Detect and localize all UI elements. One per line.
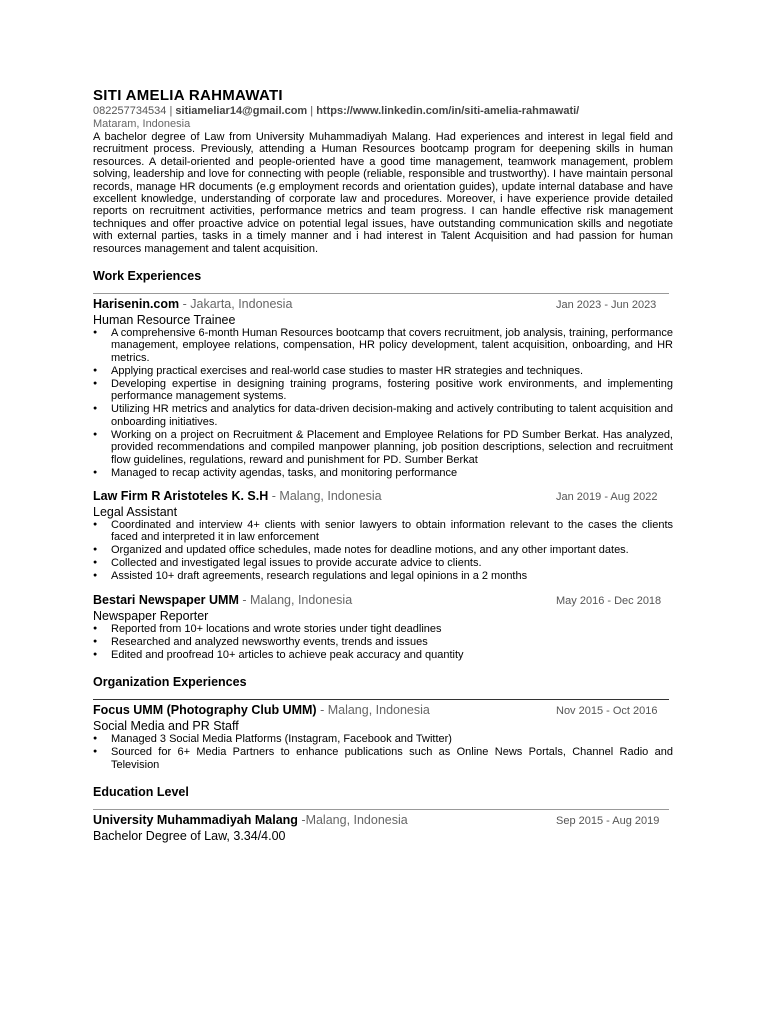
section-title-work: Work Experiences — [93, 269, 202, 284]
entry-header — [93, 703, 673, 719]
list-item: ● Sourced for 6+ Media Partners to enhance publications such as Online News Portals, Channel Radio and Television — [93, 746, 673, 771]
date-range: May 2016 - Dec 2018 — [556, 594, 662, 607]
list-item: ● Managed 3 Social Media Platforms (Instagram, Facebook and Twitter) — [93, 733, 673, 745]
section-divider — [93, 293, 669, 294]
section-divider — [93, 699, 669, 700]
date-range: Sep 2015 - Aug 2019 — [556, 814, 660, 827]
job-role: Newspaper Reporter — [93, 608, 209, 623]
resume-page — [93, 87, 673, 843]
phone-number: 082257734534 — [93, 105, 167, 117]
job-role: Human Resource Trainee — [93, 313, 236, 328]
list-item: ● Organized and updated office schedules, made notes for deadline motions, and any other important dates. — [93, 544, 673, 556]
entry-header — [93, 489, 673, 505]
organization-name: University Muhammadiyah Malang — [93, 812, 298, 827]
organization-name: Bestari Newspaper UMM — [93, 592, 239, 607]
list-item: ● Developing expertise in designing training programs, fostering positive work environments, and implementing performance management systems. — [93, 378, 673, 403]
candidate-name: SITI AMELIA RAHMAWATI — [93, 87, 283, 104]
home-location: Mataram, Indonesia — [93, 118, 191, 130]
job-role: Bachelor Degree of Law, 3.34/4.00 — [93, 828, 286, 843]
entry-title — [93, 593, 352, 608]
entry-title — [93, 489, 382, 504]
experience-entry — [93, 593, 673, 661]
organization-name: Law Firm R Aristoteles K. S.H — [93, 488, 269, 503]
organization-location: -Malang, Indonesia — [301, 812, 408, 827]
organization-location: - Malang, Indonesia — [242, 592, 353, 607]
entry-title — [93, 813, 408, 828]
profile-summary: A bachelor degree of Law from University Muhammadiyah Malang. Had experiences and interest in legal field and recruitment process. Previously, attending a Human Resources bootcamp program for deepening skills in human resources. A detail-oriented and people-oriented have a good time management, teamwork management, problem solving, leadership and love for connecting with people (reliable, responsible and trustworthy). I have maintain personal records, manage HR documents (e.g employment records and orientation guides), update internal database and have excellent knowledge, understanding of corporate law and procedures. Moreover, i have experience provide detailed reports on recruitment activities, performance metrics and team progress. I can handle effective risk management techniques and offer proactive advice on potential legal issues, have outstanding communication skills and negotiate with external parties, tasks in a timely manner and i had interest in Talent Acquisition and had passion for human resources management and talent acquisition. — [93, 131, 673, 255]
entry-title — [93, 297, 292, 312]
education-entries — [93, 813, 673, 843]
responsibility-list — [93, 519, 673, 583]
list-item: ● Utilizing HR metrics and analytics for data-driven decision-making and actively contributing to talent acquisition and onboarding initiatives. — [93, 403, 673, 428]
experience-entry — [93, 703, 673, 771]
list-item: ● Managed to recap activity agendas, tasks, and monitoring performance — [93, 467, 673, 479]
section-divider — [93, 809, 669, 810]
responsibility-list — [93, 623, 673, 661]
email-link[interactable]: sitiameliar14@gmail.com — [175, 105, 308, 117]
linkedin-link[interactable]: https://www.linkedin.com/in/siti-amelia-rahmawati/ — [316, 105, 580, 117]
job-role: Social Media and PR Staff — [93, 719, 239, 734]
organization-location: - Jakarta, Indonesia — [182, 297, 293, 312]
experience-entry — [93, 489, 673, 583]
list-item: ● Researched and analyzed newsworthy events, trends and issues — [93, 636, 673, 648]
organization-name: Harisenin.com — [93, 297, 180, 312]
list-item: ● A comprehensive 6-month Human Resources bootcamp that covers recruitment, job analysis, training, performance management, employee relations, compensation, HR policy development, talent acquisition, onboarding, and HR metrics. — [93, 327, 673, 364]
date-range: Jan 2019 - Aug 2022 — [556, 490, 658, 503]
date-range: Nov 2015 - Oct 2016 — [556, 705, 658, 718]
experience-entry — [93, 297, 673, 479]
responsibility-list — [93, 327, 673, 479]
organization-entries — [93, 703, 673, 771]
entry-header — [93, 813, 673, 829]
section-title-organization: Organization Experiences — [93, 675, 247, 690]
list-item: ● Working on a project on Recruitment & Placement and Employee Relations for PD Sumber Berkat. Has analyzed, provided recommendations and compiled manpower planning, job position descriptions, selection and recruitment flow guidelines, regulations, reward and punishment for PD. Sumber Berkat — [93, 429, 673, 466]
list-item: ● Reported from 10+ locations and wrote stories under tight deadlines — [93, 623, 673, 635]
contact-line — [93, 105, 673, 118]
work-entries — [93, 297, 673, 661]
list-item: ● Coordinated and interview 4+ clients with senior lawyers to obtain information relevant to the cases the clients faced and interpreted it in law enforcement — [93, 519, 673, 544]
list-item: ● Collected and investigated legal issues to provide accurate advice to clients. — [93, 557, 673, 569]
organization-name: Focus UMM (Photography Club UMM) — [93, 703, 317, 718]
list-item: ● Assisted 10+ draft agreements, research regulations and legal opinions in a 2 months — [93, 570, 673, 582]
separator: | — [169, 105, 176, 117]
date-range: Jan 2023 - Jun 2023 — [556, 299, 657, 312]
entry-header — [93, 593, 673, 609]
section-title-education: Education Level — [93, 784, 189, 799]
separator: | — [310, 105, 317, 117]
experience-entry — [93, 813, 673, 843]
list-item: ● Applying practical exercises and real-world case studies to master HR strategies and techniques. — [93, 365, 673, 377]
organization-location: - Malang, Indonesia — [271, 488, 382, 503]
organization-location: - Malang, Indonesia — [320, 703, 430, 718]
list-item: ● Edited and proofread 10+ articles to achieve peak accuracy and quantity — [93, 649, 673, 661]
entry-header — [93, 297, 673, 313]
job-role: Legal Assistant — [93, 504, 178, 519]
entry-title — [93, 703, 430, 718]
responsibility-list — [93, 733, 673, 771]
